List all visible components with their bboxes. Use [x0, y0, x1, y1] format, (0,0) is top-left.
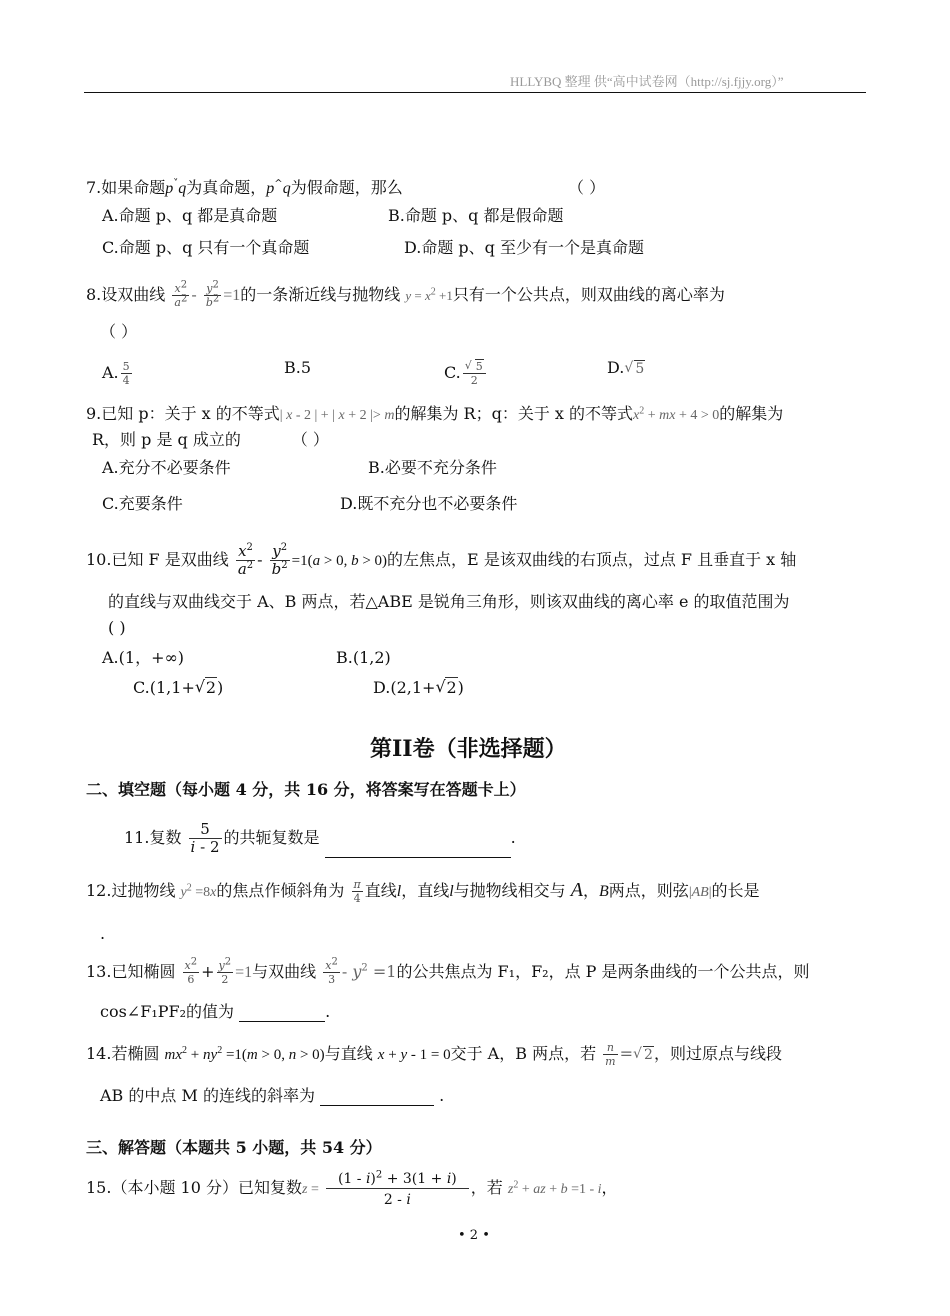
question-7-option-a: A.命题 p、q 都是真命题: [102, 206, 278, 225]
answer-blank-13: [239, 1005, 325, 1022]
header-rule: [84, 92, 866, 93]
question-9-line-1: 9.已知 p：关于 x 的不等式| x - 2 | + | x + 2 |> m的解集为 R；q：关于 x 的不等式$x^2$ + mx + 4 > 0的解集为: [86, 404, 784, 423]
question-9-option-b: B.必要不充分条件: [368, 458, 497, 477]
question-13-line-2: cos∠F₁PF₂的值为 .: [100, 1002, 331, 1021]
question-8-option-a: A. $\frac{5}{4}$: [102, 360, 130, 387]
question-10-line-2: 的直线与双曲线交于 A、B 两点，若△ABE 是锐角三角形，则该双曲线的离心率 e 的取值范围为: [108, 592, 790, 611]
question-7-option-c: C.命题 p、q 只有一个真命题: [102, 238, 310, 257]
answer-blank-14: [320, 1089, 434, 1106]
part-2-title: 第II卷（非选择题）: [370, 736, 567, 762]
parabola-equation: $y = x^2 +1$: [405, 286, 453, 303]
question-14-line-2: AB 的中点 M 的连线的斜率为 .: [100, 1086, 445, 1105]
hyperbola-term-y: $\frac{y^2}{b^2}$: [205, 279, 220, 309]
question-12-end: .: [100, 924, 106, 943]
question-9-option-a: A.充分不必要条件: [102, 458, 231, 477]
page-header: HLLYBQ 整理 供“高中试卷网（http://sj.fjjy.org）”: [510, 74, 784, 89]
question-10-option-c: C.(1,1+√ 2): [133, 678, 223, 698]
section-3-heading: 三、解答题（本题共 5 小题，共 54 分）: [86, 1138, 382, 1157]
question-14-line-1: 14.若椭圆 $mx^2 + ny^2 =1(m > 0$, n > 0)与直线 x + y - 1 = 0交于 A，B 两点，若 $\frac{n}{m}$ =√ 2，则过原点与线段: [86, 1034, 782, 1075]
question-10-option-a: A.(1，+∞): [102, 648, 185, 667]
question-8-option-b: B.5: [284, 358, 312, 377]
question-15: 15.（本小题 10 分）已知复数z = $\frac{(1 - i)^2 + 3(1 + i)}{2 - i}$ ，若 $z^2$ + az + b =1 - i，: [86, 1168, 618, 1208]
question-11: 11.复数 $\frac{5}{i - 2}$ 的共轭复数是 .: [124, 820, 516, 856]
question-8-option-d: D.√ 5: [607, 358, 645, 379]
question-9-line-2: R，则 p 是 q 成立的 （ ）: [92, 430, 329, 449]
question-8-paren: （ ）: [100, 322, 138, 341]
question-10-option-b: B.(1,2): [336, 648, 391, 667]
question-12: 12.过抛物线 $y^2 =8x$的焦点作倾斜角为 $\frac{\pi}{4}$ 直线l，直线l与抛物线相交与 A，B两点，则弦|AB|的长是: [86, 878, 760, 905]
question-7-stem: 7.如果命题p˅q为真命题，p^q为假命题，那么: [86, 178, 403, 197]
question-7-option-b: B.命题 p、q 都是假命题: [388, 206, 564, 225]
question-10-option-d: D.(2,1+√ 2): [373, 678, 464, 698]
question-8-stem: 8.设双曲线 $\frac{x^2}{a^2}$ - $\frac{y^2}{b^2}$ =1的一条渐近线与抛物线 $y = x^2 +1$只有一个公共点，则双曲线的离心率为: [86, 279, 725, 309]
page-number: • 2 •: [458, 1228, 490, 1243]
question-8-option-c: C. √ $\frac{5}{2}$: [444, 358, 488, 388]
answer-blank-11: [325, 841, 511, 858]
question-9-option-d: D.既不充分也不必要条件: [340, 494, 518, 513]
section-2-heading: 二、填空题（每小题 4 分，共 16 分，将答案写在答题卡上）: [86, 780, 526, 799]
question-7-paren: （ ）: [568, 178, 606, 197]
question-10-paren: ( ): [108, 618, 126, 637]
question-10-stem: 10.已知 F 是双曲线 $\frac{x^2}{a^2}$ - $\frac{y^2}{b^2}$ =1(a > 0, b > 0)的左焦点，E 是该双曲线的右顶点，过点 F 且垂直于 x 轴: [86, 542, 797, 578]
question-9-option-c: C.充要条件: [102, 494, 183, 513]
hyperbola-term-x: $\frac{x^2}{a^2}$: [174, 279, 188, 309]
question-13-line-1: 13.已知椭圆 $\frac{x^2}{6}$ + $\frac{y^2}{2}$ =1与双曲线 $\frac{x^2}{3}$ - $y^2 =1$的公共焦点为 F₁，F₂，点 P 是两条曲线的一个公共点，则: [86, 956, 810, 986]
question-7-option-d: D.命题 p、q 至少有一个是真命题: [404, 238, 645, 257]
